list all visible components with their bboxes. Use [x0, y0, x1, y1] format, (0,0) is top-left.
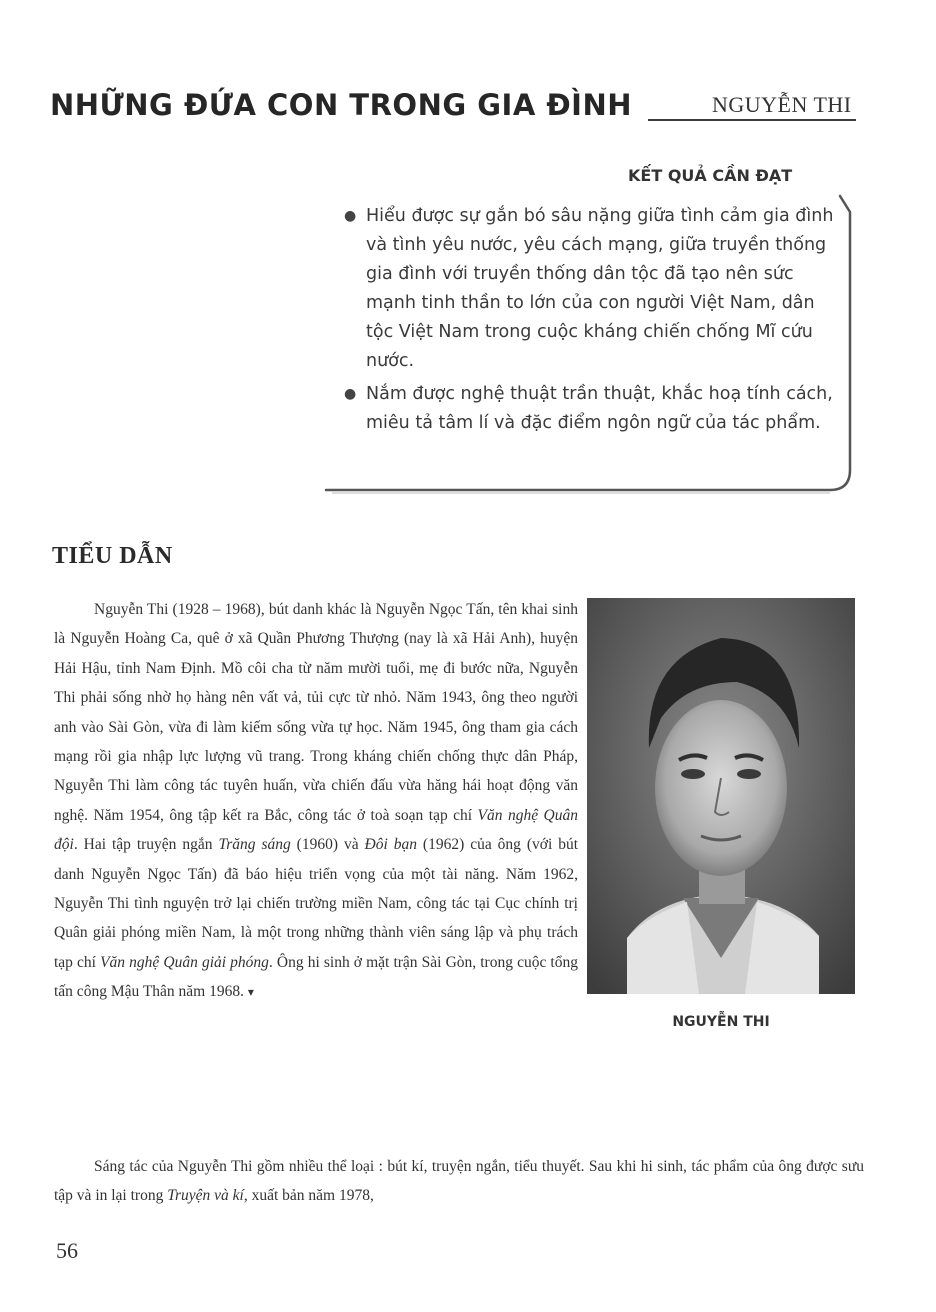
objective-item — [342, 380, 842, 438]
objective-text: Nắm được nghệ thuật trần thuật, khắc hoạ tính cách, miêu tả tâm lí và đặc điểm ngôn ngữ của tác phẩm. — [366, 384, 833, 433]
text-run: (1962) của ông (với bút danh Nguyễn Ngọc Tấn) đã báo hiệu triển vọng của một tài năng. Năm 1962, Nguyễn Thi tình nguyện trở lại chiến trường miền Nam, công tác tại Cục chính trị Quân giải phóng miền Nam, là một trong những thành viên sáng lập và phụ trách tạp chí — [54, 836, 579, 971]
text-run: . Hai tập truyện ngắn — [73, 836, 219, 854]
magazine-title: Văn nghệ Quân giải phóng — [100, 953, 269, 971]
text-run: (1960) và — [290, 836, 365, 854]
objective-item — [342, 202, 842, 376]
title-rule — [648, 119, 856, 121]
book-title: Truyện và kí — [167, 1187, 244, 1205]
text-run: Nguyễn Thi (1928 – 1968), bút danh khác là Nguyễn Ngọc Tấn, tên khai sinh là Nguyễn Hoàng Ca, quê ở xã Quần Phương Thượng (nay là xã Hải Anh), huyện Hải Hậu, tỉnh Nam Định. Mồ côi cha từ năm mười tuổi, mẹ đi bước nữa, Nguyễn Thi phải sống nhờ họ hàng nên vất vả, tủi cực từ nhỏ. Năm 1943, ông theo người anh vào Sài Gòn, vừa đi làm kiếm sống vừa tự học. Năm 1945, ông tham gia cách mạng rồi gia nhập lực lượng vũ trang. Trong kháng chiến chống thực dân Pháp, Nguyễn Thi làm công tác tuyên huấn, vừa chiến đấu vừa hăng hái hoạt động văn nghệ. Năm 1954, ông tập kết ra Bắc, công tác ở toà soạn tạp chí — [54, 601, 578, 824]
text-run: Sáng tác của Nguyễn Thi gồm nhiều thể loại : bút kí, truyện ngắn, tiểu thuyết. Sau khi hi sinh, tác phẩm của ông được sưu tập và in lại trong — [54, 1158, 864, 1205]
lesson-author: NGUYỄN THI — [712, 92, 852, 117]
text-run: , xuất bản năm 1978, — [243, 1187, 374, 1205]
magazine-title: Văn nghệ Quân đội — [54, 806, 578, 854]
objective-text: Hiểu được sự gắn bó sâu nặng giữa tình cảm gia đình và tình yêu nước, yêu cách mạng, giữa truyền thống gia đình với truyền thống dân tộc đã tạo nên sức mạnh tinh thần to lớn của con người Việt Nam, dân tộc Việt Nam trong cuộc kháng chiến chống Mĩ cứu nước. — [366, 206, 834, 371]
intro-paragraph-2 — [54, 1152, 864, 1211]
bullet-icon: ● — [344, 386, 357, 402]
objectives-list — [342, 202, 842, 442]
end-mark-icon: ▾ — [247, 985, 254, 1000]
book-title: Trăng sáng — [218, 836, 291, 854]
text-run: . Ông hi sinh ở mặt trận Sài Gòn, trong cuộc tổng tấn công Mậu Thân năm 1968. — [54, 953, 578, 1001]
objectives-box — [322, 190, 854, 494]
objectives-heading: KẾT QUẢ CẦN ĐẠT — [628, 166, 793, 185]
page-number: 56 — [56, 1238, 78, 1263]
portrait-image — [587, 598, 855, 994]
portrait-caption: NGUYỄN THI — [672, 1014, 770, 1030]
bullet-icon: ● — [344, 208, 357, 224]
author-portrait — [587, 598, 855, 994]
book-title: Đôi bạn — [364, 836, 417, 854]
lesson-title: NHỮNG ĐỨA CON TRONG GIA ĐÌNH — [50, 88, 633, 122]
section-heading: TIỂU DẪN — [52, 543, 173, 569]
